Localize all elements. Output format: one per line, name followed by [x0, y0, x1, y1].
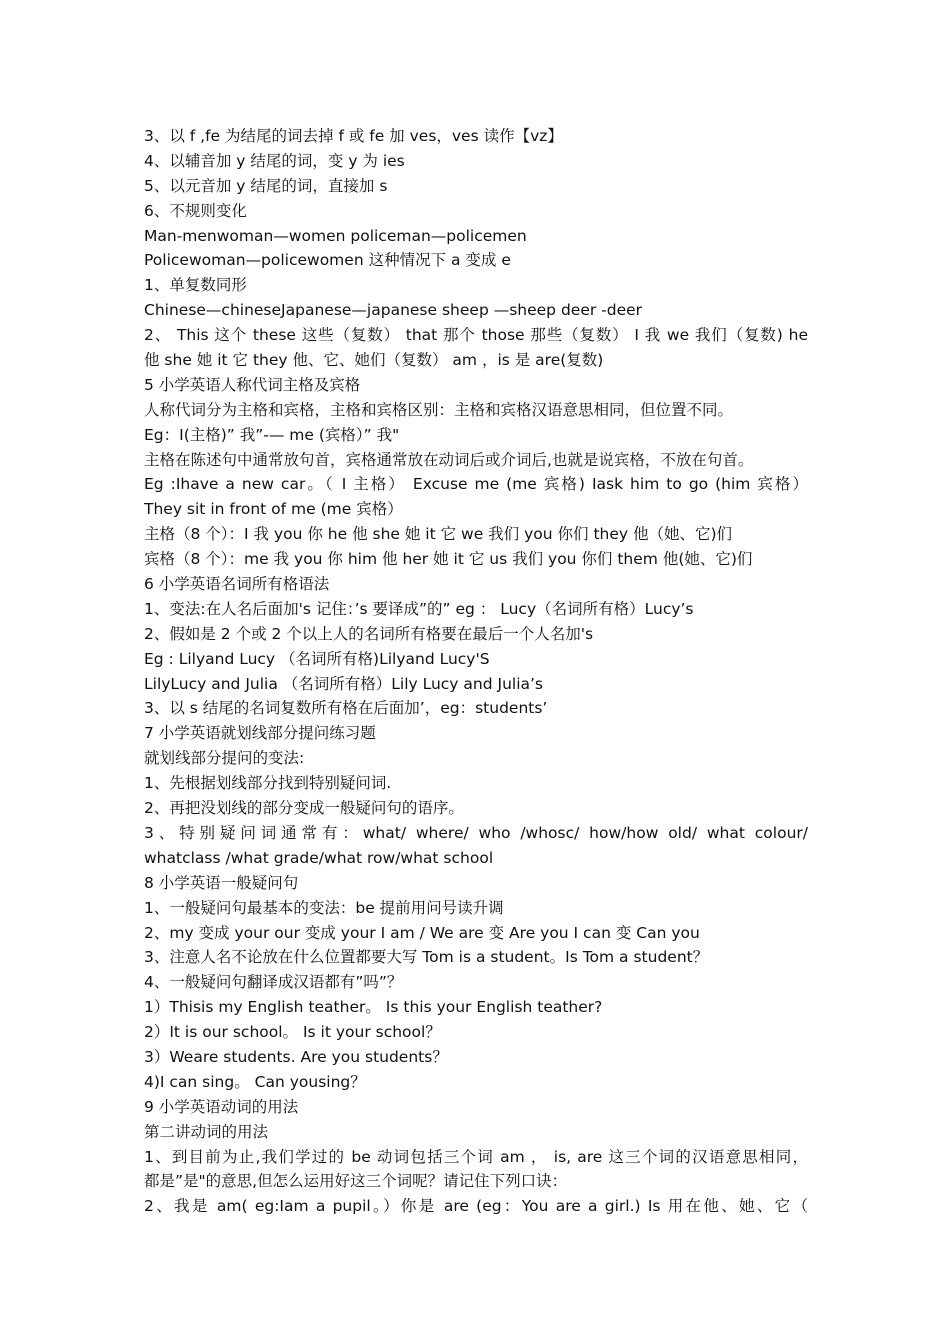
text-line: Policewoman—policewomen 这种情况下 a 变成 e: [144, 251, 511, 270]
text-line: 2、假如是 2 个或 2 个以上人的名词所有格要在最后一个人名加's: [144, 624, 594, 643]
text-line: 5、以元音加 y 结尾的词，直接加 s: [144, 176, 388, 195]
text-line: 1、一般疑问句最基本的变法：be 提前用问号读升调: [144, 898, 504, 917]
text-line: 1、先根据划线部分找到特别疑问词.: [144, 774, 392, 793]
text-line: 2、再把没划线的部分变成一般疑问句的语序。: [144, 799, 464, 818]
text-line: 3、特别疑问词通常有：what/ where/ who /whosc/ how/how old/ what colour/: [144, 823, 808, 842]
text-line: 就划线部分提问的变法:: [144, 749, 305, 768]
text-line: 1、到目前为止,我们学过的 be 动词包括三个词 am ， is, are 这三个词的汉语意思相同，: [144, 1147, 808, 1166]
text-line: 主格在陈述句中通常放句首，宾格通常放在动词后或介词后,也就是说宾格，不放在句首。: [144, 450, 754, 469]
text-line: 2、 This 这个 these 这些（复数） that 那个 those 那些（复数） I 我 we 我们（复数) he: [144, 326, 808, 345]
text-line: Eg：I(主格)” 我”-— me (宾格）” 我": [144, 425, 400, 444]
text-line: 都是”是"的意思,但怎么运用好这三个词呢？请记住下列口诀：: [144, 1172, 568, 1191]
text-line: 3、以 s 结尾的名词复数所有格在后面加’，eg：students’: [144, 699, 548, 718]
section-heading: 8 小学英语一般疑问句: [144, 873, 299, 892]
text-line: 2、my 变成 your our 变成 your I am / We are 变 Are you I can 变 Can you: [144, 923, 700, 942]
text-line: 2）It is our school。 Is it your school？: [144, 1023, 441, 1042]
text-line: They sit in front of me (me 宾格）: [144, 500, 403, 519]
text-line: 4、以辅音加 y 结尾的词，变 y 为 ies: [144, 151, 405, 170]
text-line: 1、单复数同形: [144, 276, 247, 295]
text-line: 他 she 她 it 它 they 他、它、她们（复数） am ，is 是 are(复数): [144, 351, 604, 370]
text-line: 人称代词分为主格和宾格，主格和宾格区别：主格和宾格汉语意思相同，但位置不同。: [144, 400, 734, 419]
text-line: Eg : Lilyand Lucy （名词所有格)Lilyand Lucy'S: [144, 649, 490, 668]
text-line: Chinese—chineseJapanese—japanese sheep —sheep deer -deer: [144, 301, 643, 320]
section-heading: 7 小学英语就划线部分提问练习题: [144, 724, 376, 743]
text-line: 3）Weare students. Are you students？: [144, 1047, 448, 1066]
text-line: 1）Thisis my English teather。 Is this your English teather?: [144, 998, 603, 1017]
text-line: 1、变法:在人名后面加's 记住：’s 要译成”的” eg ： Lucy（名词所有格）Lucy’s: [144, 599, 694, 618]
section-heading: 5 小学英语人称代词主格及宾格: [144, 375, 361, 394]
text-line: Man-menwoman—women policeman—policemen: [144, 226, 527, 245]
document-body: [144, 124, 808, 1219]
text-line: 主格（8 个）：I 我 you 你 he 他 she 她 it 它 we 我们 you 你们 they 他（她、它)们: [144, 525, 733, 544]
text-line: 4)I can sing。 Can yousing？: [144, 1072, 366, 1091]
text-line: 3、注意人名不论放在什么位置都要大写 Tom is a student。Is Tom a student？: [144, 948, 709, 967]
section-heading: 9 小学英语动词的用法: [144, 1097, 299, 1116]
text-line: 6、不规则变化: [144, 201, 247, 220]
text-line: LilyLucy and Julia （名词所有格）Lily Lucy and Julia’s: [144, 674, 544, 693]
text-line: whatclass /what grade/what row/what school: [144, 848, 494, 867]
text-line: 第二讲动词的用法: [144, 1122, 269, 1141]
text-line: Eg :Ihave a new car。（ I 主格） Excuse me (me 宾格) Iask him to go (him 宾格）: [144, 475, 808, 494]
text-line: 宾格（8 个）：me 我 you 你 him 他 her 她 it 它 us 我们 you 你们 them 他(她、它)们: [144, 550, 753, 569]
text-line: 2、我是 am( eg:Iam a pupil。）你是 are (eg：You are a girl.) Is 用在他、她、它（: [144, 1197, 808, 1216]
section-heading: 6 小学英语名词所有格语法: [144, 575, 330, 594]
text-line: 3、以 f ,fe 为结尾的词去掉 f 或 fe 加 ves，ves 读作【vz】: [144, 127, 563, 145]
text-line: 4、一般疑问句翻译成汉语都有”吗”？: [144, 973, 403, 992]
